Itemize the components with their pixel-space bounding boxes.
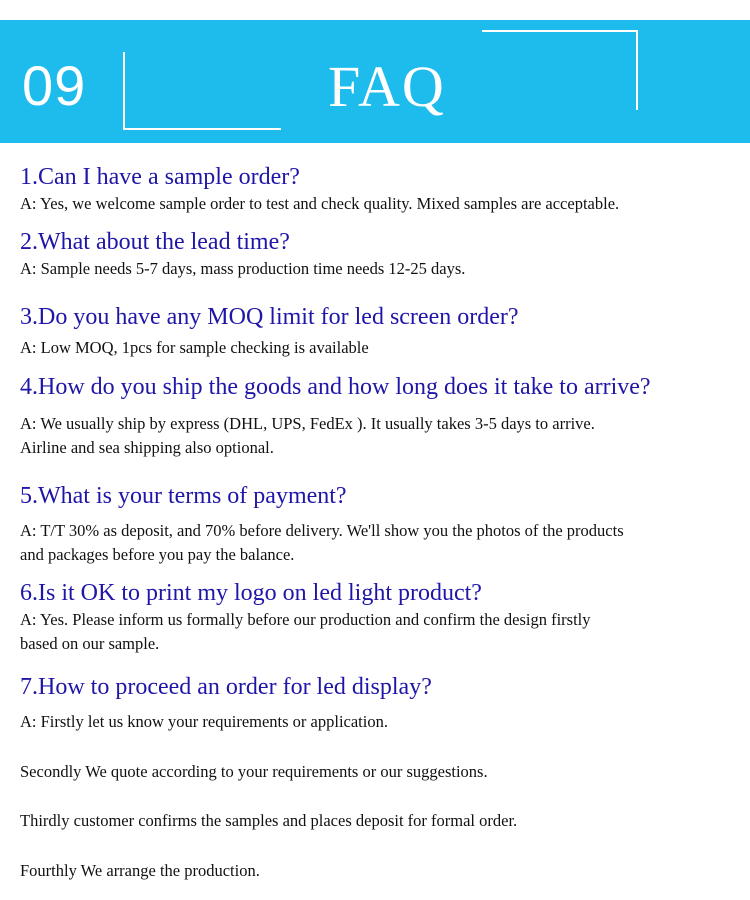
faq-answer-3-line-1: A: Low MOQ, 1pcs for sample checking is available (20, 338, 369, 357)
faq-answer-6-line-2: based on our sample. (20, 634, 160, 653)
faq-answer-7-line-2: Secondly We quote according to your requirements or our suggestions. (20, 762, 488, 781)
faq-answer-4-line-2: Airline and sea shipping also optional. (20, 438, 274, 457)
page-title: FAQ (328, 54, 446, 119)
faq-question-7: 7.How to proceed an order for led display? (20, 674, 432, 700)
faq-answer-2-line-1: A: Sample needs 5-7 days, mass production time needs 12-25 days. (20, 259, 466, 278)
faq-question-4: 4.How do you ship the goods and how long does it take to arrive? (20, 374, 651, 400)
faq-question-1: 1.Can I have a sample order? (20, 164, 300, 190)
faq-question-6: 6.Is it OK to print my logo on led light product? (20, 580, 482, 606)
section-number: 09 (22, 54, 87, 117)
faq-answer-7-line-1: A: Firstly let us know your requirements or application. (20, 712, 388, 731)
faq-answer-1-line-1: A: Yes, we welcome sample order to test and check quality. Mixed samples are acceptable. (20, 194, 620, 213)
decorative-frame-left (123, 52, 281, 130)
decorative-frame-right (482, 30, 638, 110)
faq-answer-7-line-4: Fourthly We arrange the production. (20, 861, 260, 880)
faq-answer-5-line-1: A: T/T 30% as deposit, and 70% before delivery. We'll show you the photos of the products (20, 521, 624, 540)
faq-answer-5-line-2: and packages before you pay the balance. (20, 545, 295, 564)
faq-answer-7-line-3: Thirdly customer confirms the samples and places deposit for formal order. (20, 811, 518, 830)
faq-question-5: 5.What is your terms of payment? (20, 483, 347, 509)
faq-question-3: 3.Do you have any MOQ limit for led screen order? (20, 304, 519, 330)
faq-answer-6-line-1: A: Yes. Please inform us formally before our production and confirm the design firstly (20, 610, 591, 629)
faq-answer-4-line-1: A: We usually ship by express (DHL, UPS, FedEx ). It usually takes 3-5 days to arrive. (20, 414, 595, 433)
faq-question-2: 2.What about the lead time? (20, 229, 290, 255)
